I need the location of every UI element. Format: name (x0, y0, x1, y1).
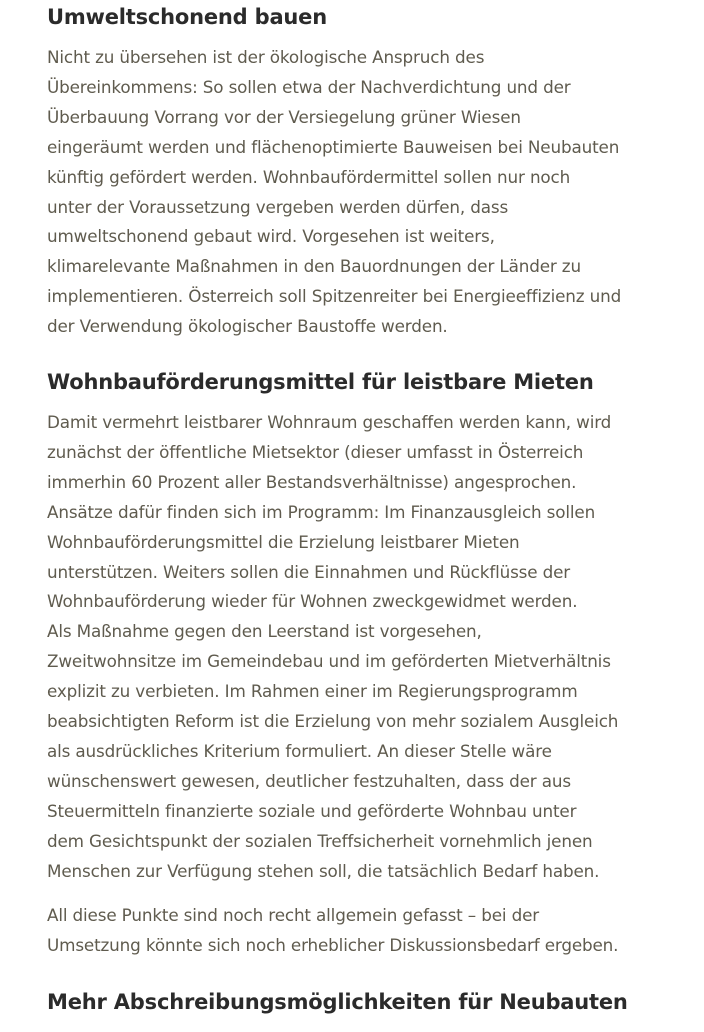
paragraph-line: Menschen zur Verfügung stehen soll, die tatsächlich Bedarf haben. (47, 860, 600, 881)
paragraph-line: eingeräumt werden und flächenoptimierte Bauweisen bei Neubauten (47, 136, 620, 157)
paragraph-line: Wohnbauförderungsmittel die Erzielung leistbarer Mieten (47, 531, 520, 552)
paragraph-line: wünschenswert gewesen, deutlicher festzuhalten, dass der aus (47, 770, 571, 791)
paragraph-leistbare-mieten (47, 408, 618, 887)
section-heading-umweltschonend-bauen: Umweltschonend bauen (47, 5, 327, 29)
paragraph-line: Überbauung Vorrang vor der Versiegelung grüner Wiesen (47, 106, 521, 127)
paragraph-line: Als Maßnahme gegen den Leerstand ist vorgesehen, (47, 621, 482, 642)
paragraph-line: Nicht zu übersehen ist der ökologische Anspruch des (47, 47, 485, 67)
paragraph-line: künftig gefördert werden. Wohnbaufördermittel sollen nur noch (47, 166, 571, 187)
paragraph-line: zunächst der öffentliche Mietsektor (dieser umfasst in Österreich (47, 441, 584, 462)
paragraph-line: klimarelevante Maßnahmen in den Bauordnungen der Länder zu (47, 256, 581, 277)
paragraph-line: Wohnbauförderung wieder für Wohnen zweckgewidmet werden. (47, 591, 578, 612)
paragraph-line: Damit vermehrt leistbarer Wohnraum geschaffen werden kann, wird (47, 412, 612, 432)
paragraph-line: implementieren. Österreich soll Spitzenreiter bei Energieeffizienz und (47, 286, 622, 307)
paragraph-line: beabsichtigten Reform ist die Erzielung von mehr sozialem Ausgleich (47, 711, 619, 732)
paragraph-line: All diese Punkte sind noch recht allgemein gefasst – bei der (47, 905, 540, 925)
paragraph-umweltschonend-bauen (47, 43, 621, 342)
paragraph-line: als ausdrückliches Kriterium formuliert. An dieser Stelle wäre (47, 740, 552, 761)
paragraph-line: immerhin 60 Prozent aller Bestandsverhältnisse) angesprochen. (47, 471, 577, 492)
paragraph-line: Übereinkommens: So sollen etwa der Nachverdichtung und der (47, 76, 571, 97)
paragraph-line: unterstützen. Weiters sollen die Einnahmen und Rückflüsse der (47, 561, 571, 582)
paragraph-line: Umsetzung könnte sich noch erheblicher Diskussionsbedarf ergeben. (47, 934, 619, 955)
paragraph-line: Ansätze dafür finden sich im Programm: Im Finanzausgleich sollen (47, 501, 596, 522)
paragraph-line: umweltschonend gebaut wird. Vorgesehen ist weiters, (47, 226, 495, 247)
section-heading-abschreibungsmoeglichkeiten: Mehr Abschreibungsmöglichkeiten für Neubauten (47, 990, 628, 1014)
paragraph-line: der Verwendung ökologischer Baustoffe werden. (47, 316, 448, 337)
paragraph-line: explizit zu verbieten. Im Rahmen einer im Regierungsprogramm (47, 681, 578, 702)
paragraph-line: unter der Voraussetzung vergeben werden dürfen, dass (47, 196, 509, 217)
paragraph-diskussionsbedarf (47, 901, 618, 961)
paragraph-line: Steuermitteln finanzierte soziale und geförderte Wohnbau unter (47, 800, 577, 821)
paragraph-line: dem Gesichtspunkt der sozialen Treffsicherheit vornehmlich jenen (47, 830, 593, 851)
section-heading-wohnbaufoerderungsmittel: Wohnbauförderungsmittel für leistbare Mieten (47, 370, 594, 394)
paragraph-line: Zweitwohnsitze im Gemeindebau und im geförderten Mietverhältnis (47, 651, 611, 672)
